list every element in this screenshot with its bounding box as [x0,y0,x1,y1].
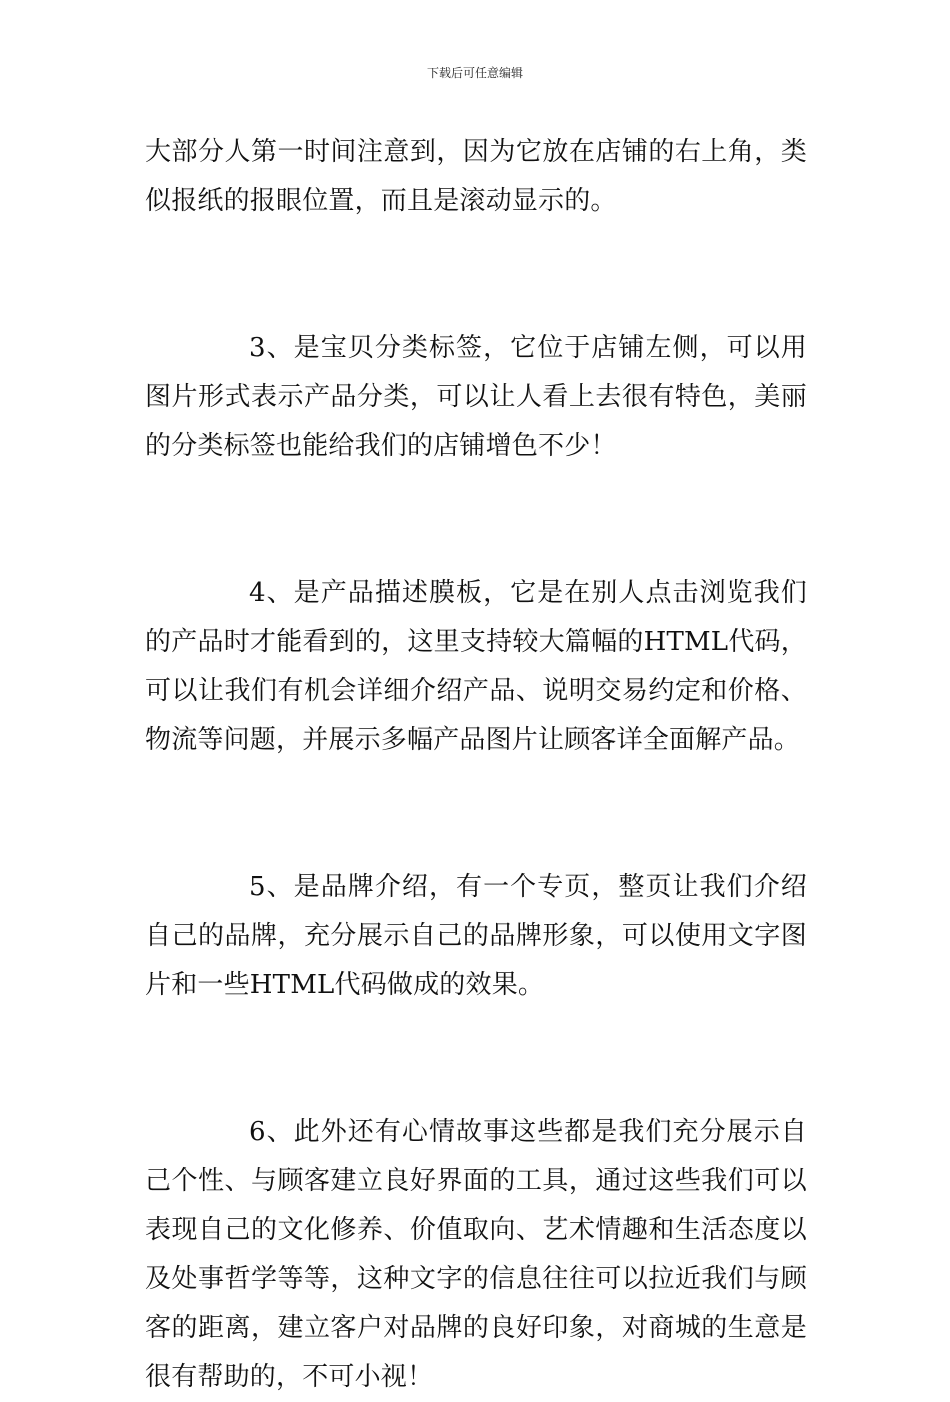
paragraph-item-5: 5、是品牌介绍，有一个专页，整页让我们介绍自己的品牌，充分展示自己的品牌形象，可以使用文字图片和一些HTML代码做成的效果。 [145,872,807,1000]
paragraph-continuation: 大部分人第一时间注意到，因为它放在店铺的右上角，类似报纸的报眼位置，而且是滚动显示的。 [145,137,807,216]
paragraph-item-4: 4、是产品描述膜板，它是在别人点击浏览我们的产品时才能看到的，这里支持较大篇幅的HTML代码，可以让我们有机会详细介绍产品、说明交易约定和价格、物流等问题，并展示多幅产品图片让顾客详全面解产品。 [145,578,807,755]
document-body [145,128,807,1402]
page-header: 下载后可任意编辑 [426,66,523,80]
paragraph-item-6: 6、此外还有心情故事这些都是我们充分展示自己个性、与顾客建立良好界面的工具，通过这些我们可以表现自己的文化修养、价值取向、艺术情趣和生活态度以及处事哲学等等，这种文字的信息往往可以拉近我们与顾客的距离，建立客户对品牌的良好印象，对商城的生意是很有帮助的，不可小视！ [145,1117,807,1392]
paragraph-item-3: 3、是宝贝分类标签，它位于店铺左侧，可以用图片形式表示产品分类，可以让人看上去很有特色，美丽的分类标签也能给我们的店铺增色不少！ [145,333,807,461]
